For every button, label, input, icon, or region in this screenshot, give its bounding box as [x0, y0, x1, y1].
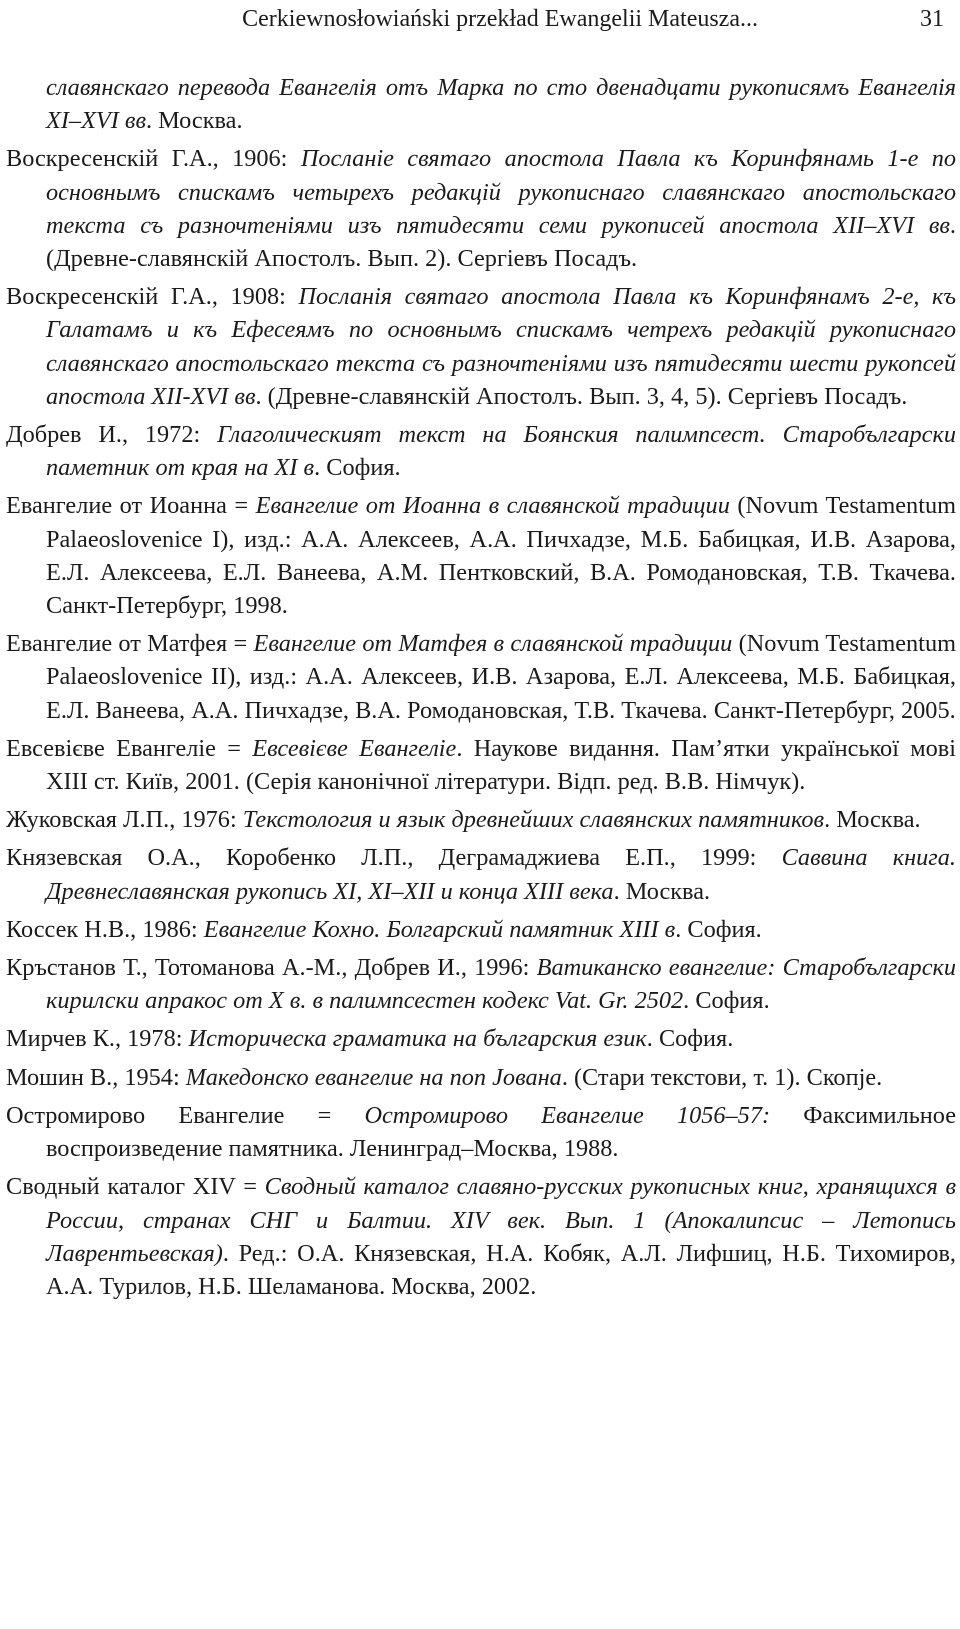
entry-text: Остромирово Евангелие =	[6, 1101, 365, 1129]
entry-text: . (Древне-славянскій Апостолъ. Вып. 2). Сергіевъ Посадъ.	[46, 211, 956, 273]
entry-text: Евангелие от Матфея =	[6, 630, 254, 658]
entry-text: . (Древне-славянскій Апостолъ. Вып. 3, 4, 5). Сергіевъ Посадъ.	[255, 382, 908, 410]
entry-title-text: Евангелие от Иоанна в славянской традиции	[255, 492, 730, 520]
bibliography-entry	[6, 732, 956, 798]
entry-title-text: Ватиканско евангелие: Старобългарски кирилски апракос от Х в. в палимпсестен кодекс Vat. Gr. 2502	[46, 954, 957, 1015]
entry-text: . Наукове видання. Пам’ятки української мові XIII ст. Київ, 2001. (Серія канонічної літератури. Відп. ред. В.В. Німчук).	[46, 734, 956, 796]
bibliography-entry	[6, 142, 956, 275]
running-header	[6, 2, 956, 36]
entry-title-text: Саввина книга. Древнеславянская рукопись XI, XI–XII и конца XIII века	[46, 844, 956, 905]
bibliography-entry	[6, 489, 956, 622]
entry-text: Добрев И., 1972:	[6, 421, 218, 449]
entry-title-text: Сводный каталог славяно-русских рукописных книг, хранящихся в России, странах СНГ и Балтии. XIV век. Вып. 1 (Апокалипсис – Летопись Лаврентьевская)	[46, 1173, 956, 1267]
entry-text: . Москва.	[146, 107, 243, 135]
entry-text: Кръстанов Т., Тотоманова А.-М., Добрев И., 1996:	[6, 954, 537, 982]
bibliography-entry	[6, 803, 956, 836]
entry-text: Воскресенскій Г.А., 1906:	[6, 145, 301, 173]
entry-text: (Novum Testamentum Palaeoslovenice I), изд.: А.А. Алексеев, А.А. Пичхадзе, М.Б. Бабицкая, И.В. Азарова, Е.Л. Алексеева, Е.Л. Ванеева, А.М. Пентковский, В.А. Ромодановская, Т.В. Ткачева. Санкт-Петербург, 1998.	[46, 492, 956, 620]
bibliography-entry	[6, 418, 956, 484]
entry-title-text: Посланія святаго апостола Павла къ Коринфянамъ 2-е, къ Галатамъ и къ Ефесеямъ по основнымъ спискамъ четрехъ редакцій рукописнаго славянскаго апостольскаго текста съ разночтеніями изъ пятидесяти шести рукопсей апостола XII-XVI вв	[46, 283, 956, 410]
entry-text: Коссек Н.В., 1986:	[6, 915, 204, 943]
bibliography-entry	[6, 841, 956, 907]
bibliography-entry	[6, 280, 956, 413]
entry-title-text: Евангелие Кохно. Болгарский памятник XIII в	[203, 915, 676, 943]
entry-text: . София.	[683, 987, 770, 1015]
entry-title-text: Историческа граматика на българския език	[188, 1025, 647, 1053]
bibliography-entry	[6, 913, 956, 946]
bibliography-entry	[6, 1061, 956, 1094]
entry-text: Жуковская Л.П., 1976:	[6, 806, 243, 834]
entry-title-text: Македонско евангелие на поп Јована	[185, 1063, 562, 1091]
page-number: 31	[920, 6, 944, 32]
entry-title-text: Текстология и язык древнейших славянских памятников	[242, 806, 825, 834]
bibliography-entry	[6, 1099, 956, 1165]
entry-title-text: Евангелие от Матфея в славянской традиции	[253, 630, 733, 658]
entry-text: . Москва.	[613, 877, 711, 905]
entry-text: Евангелие от Иоанна =	[6, 492, 256, 520]
entry-text: . Ред.: О.А. Князевская, Н.А. Кобяк, А.Л. Лифшиц, Н.Б. Тихомиров, А.А. Турилов, Н.Б. Шеламанова. Москва, 2002.	[46, 1239, 956, 1300]
entry-text: Мошин В., 1954:	[6, 1063, 186, 1091]
entry-text: Князевская О.А., Коробенко Л.П., Деграмаджиева Е.П., 1999:	[6, 844, 782, 872]
entry-text: . Москва.	[824, 806, 921, 834]
entry-title-text: Глаголическият текст на Боянския палимпсест. Старобългарски паметник от края на XI в	[46, 421, 956, 482]
entry-text: (Novum Testamentum Palaeoslovenice II), изд.: А.А. Алексеев, И.В. Азарова, Е.Л. Алексеева, М.Б. Бабицкая, Е.Л. Ванеева, А.А. Пичхадзе, В.А. Ромодановская, Т.В. Ткачева. Санкт-Петербург, 2005.	[46, 630, 956, 724]
bibliography-entry	[6, 1022, 956, 1055]
entry-text: Факсимильное воспроизведение памятника. Ленинград–Москва, 1988.	[46, 1101, 957, 1163]
entry-text: Евсевієве Евангеліе =	[6, 734, 253, 762]
entry-text: . София.	[646, 1025, 734, 1053]
entry-text: Воскресенскій Г.А., 1908:	[6, 283, 299, 311]
entry-title-text: Евсевієве Евангеліе	[252, 734, 457, 762]
bibliography-entry	[6, 627, 956, 727]
running-title: Cerkiewnosłowiański przekład Ewangelii Mateusza...	[242, 6, 758, 32]
entry-text: Мирчев К., 1978:	[6, 1025, 189, 1053]
bibliography-entry-continuation	[6, 71, 956, 137]
entry-text: Сводный каталог XIV =	[6, 1173, 265, 1201]
entry-title-text: славянскаго перевода Евангелія отъ Марка по сто двенадцати рукописямъ Евангелія XI–XVI вв	[46, 74, 956, 135]
entry-title-text: Посланіе святаго апостола Павла къ Коринфянамь 1-е по основнымъ спискамъ четырехъ редакцій рукописнаго славянскаго апостольскаго текста съ разночтеніями изъ пятидесяти семи рукописей апостола XII–XVI вв	[46, 145, 957, 239]
bibliography-entry	[6, 951, 956, 1017]
entry-text: . (Стари текстови, т. 1). Скопје.	[561, 1063, 883, 1091]
bibliography-list	[6, 71, 956, 1308]
bibliography-entry	[6, 1170, 956, 1303]
entry-title-text: Остромирово Евангелие 1056–57:	[364, 1101, 771, 1129]
entry-text: . София.	[314, 454, 401, 482]
entry-text: . София.	[675, 915, 762, 943]
